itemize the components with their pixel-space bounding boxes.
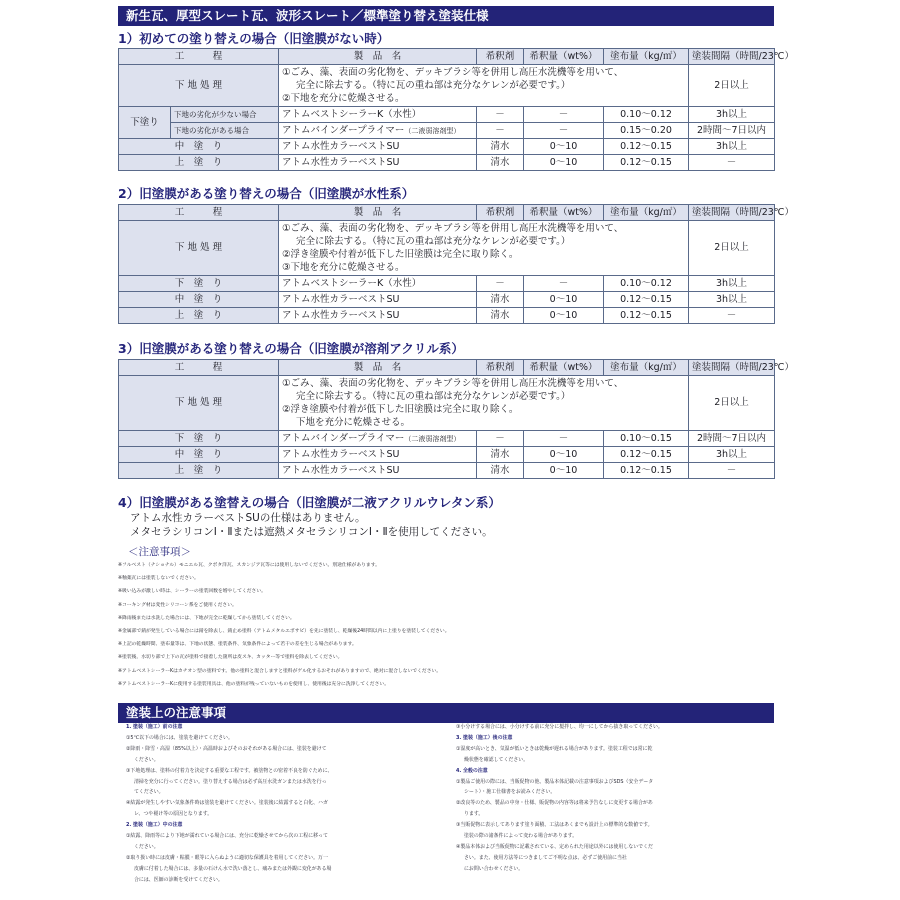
- table-row: 上 塗 り アトム水性カラーベストSU 清水 0～10 0.12～0.15 －: [119, 308, 775, 324]
- table-row: [119, 376, 775, 431]
- section2-title: 2）旧塗膜がある塗り替えの場合（旧塗膜が水性系）: [118, 186, 415, 201]
- table-row: 下地の劣化がある場合 アトムバインダープライマー（二液弱溶剤型） － － 0.15～0.20 2時間～7日以内: [119, 123, 775, 139]
- prep-interval: 2日以上: [689, 221, 775, 276]
- table-row: [119, 65, 775, 107]
- list-item: ※上記の乾燥時間、塗布量等は、下地の状態、塗装条件、気象条件によって若干の差を生じる場合があります。: [118, 642, 357, 648]
- section3-table: [118, 359, 794, 479]
- section4-line1: アトム水性カラーベストSUの仕様はありません。: [130, 512, 366, 524]
- table-row: 中 塗 り アトム水性カラーベストSU 清水 0～10 0.12～0.15 3h以上: [119, 292, 775, 308]
- prep-text: ①ごみ、藻、表面の劣化物を、デッキブラシ等を併用し高圧水洗機等を用いて、 完全に除去する。（特に瓦の重ね部は充分なケレンが必要です。） ②浮き塗膜や付着が低下した旧塗膜は完全に取り除く。 ③下地を充分に乾燥させる。: [279, 221, 689, 276]
- col-thinner: 希釈剤: [477, 360, 524, 376]
- list-item: ※釉薬瓦には塗装しないでください。: [118, 576, 199, 582]
- col-dilution: 希釈量（wt%）: [524, 49, 604, 65]
- prep-text: ①ごみ、藻、表面の劣化物を、デッキブラシ等を併用し高圧水洗機等を用いて、 完全に除去する。（特に瓦の重ね部は充分なケレンが必要です。） ②下地を充分に乾燥させる。: [279, 65, 689, 107]
- list-item: ※アトムベストシーラーKに使用する塗装用具は、他の塗料が残っていないものを使用し、使用後は充分に洗浄してください。: [118, 681, 389, 687]
- footer-heading: 3. 塗装（施工）後の注意: [456, 734, 513, 741]
- col-coverage: 塗布量（kg/㎡）: [604, 360, 689, 376]
- footer-left-column: 1. 塗装（施工）前の注意 ①5℃以下の場合には、塗装を避けてください。 ②降雨・降雪・高湿（85%以上）・高温時およびそのおそれがある場合には、塗装を避けて ください。 ③下地処理は、塗料の付着力を決定する重要な工程です。被塗物との密着不良を防ぐために、 清掃を充分に行ってください。塗り替えする場合は必ず高圧水洗ガンまたは水洗を行っ てください。 ④結露が発生しやすい気象条件時は塗装を避けてください。塗装後に結露すると白化、ハガ レ、つや褪け等の原因となります。 2. 塗装（施工）中の注意 ①結露、降雨等により下地が濡れている場合には、充分に乾燥させてから次の工程に移って ください。 ②取り扱い時には皮膚・粘膜・眼等に入らぬように適切な保護具を着用してください。万一 皮膚に付着した場合には、多量の石けん水で洗い落とし、痛みまたは外観に変化がある場 合には、医師の診断を受けてください。: [126, 722, 444, 886]
- section4-title: 4）旧塗膜がある塗替えの場合（旧塗膜が二液アクリルウレタン系）: [118, 495, 501, 510]
- col-interval: 塗装間隔（時間/23℃）: [689, 360, 775, 376]
- cautions-list: [118, 546, 774, 691]
- footer-banner: 塗装上の注意事項: [118, 703, 774, 723]
- col-koutei: 工 程: [119, 49, 279, 65]
- table-row: 上 塗 り アトム水性カラーベストSU 清水 0～10 0.12～0.15 －: [119, 155, 775, 171]
- list-item: ※塗装後、水切り部で上下の瓦が塗料で接着した箇所は皮スキ、カッター等で塗料を除去してください。: [118, 655, 343, 661]
- list-item: ※降雨後または水洗した場合には、下地が完全に乾燥してから塗装してください。: [118, 615, 295, 621]
- col-product: 製 品 名: [279, 360, 477, 376]
- undercoat-label: 下塗り: [119, 107, 171, 139]
- prep-interval: 2日以上: [689, 376, 775, 431]
- section3-title: 3）旧塗膜がある塗り替えの場合（旧塗膜が溶剤アクリル系）: [118, 341, 464, 356]
- section4-line2: メタセラシリコンⅠ・Ⅱまたは遮熱メタセラシリコンⅠ・Ⅱを使用してください。: [130, 526, 493, 538]
- footer-heading: 4. 全般の注意: [456, 767, 488, 774]
- list-item: ※アトムベストシーラーKはカチオン型の塗料です。他の塗料と混合しますと塗料がゲル化するおそれがありますので、絶対に混合しないでください。: [118, 668, 442, 674]
- col-coverage: 塗布量（kg/㎡）: [604, 49, 689, 65]
- prep-interval: 2日以上: [689, 65, 775, 107]
- cautions-heading: ＜注意事項＞: [128, 546, 191, 558]
- prep-label: 下 地 処 理: [119, 221, 279, 276]
- list-item: ※フルベスト（ナショナル）モニエル瓦、クボタ洋瓦、スカンジア瓦等には使用しないでください。別途仕様があります。: [118, 563, 380, 568]
- list-item: ※コーキング材は変性シリコーン系をご使用ください。: [118, 602, 237, 608]
- table-row: 中 塗 り アトム水性カラーベストSU 清水 0～10 0.12～0.15 3h以上: [119, 139, 775, 155]
- prep-label: 下 地 処 理: [119, 376, 279, 431]
- footer-heading: 1. 塗装（施工）前の注意: [126, 724, 183, 730]
- table-row: 中 塗 り アトム水性カラーベストSU 清水 0～10 0.12～0.15 3h以上: [119, 447, 775, 463]
- col-dilution: 希釈量（wt%）: [524, 360, 604, 376]
- table-row: 上 塗 り アトム水性カラーベストSU 清水 0～10 0.12～0.15 －: [119, 463, 775, 479]
- col-interval: 塗装間隔（時間/23℃）: [689, 205, 775, 221]
- section1-table: [118, 48, 794, 171]
- prep-label: 下 地 処 理: [119, 65, 279, 107]
- col-coverage: 塗布量（kg/㎡）: [604, 205, 689, 221]
- list-item: ※吸い込みが激しい時は、シーラーの塗装回数を増やしてください。: [118, 589, 266, 595]
- header-banner: 新生瓦、厚型スレート瓦、波形スレート／標準塗り替え塗装仕様: [118, 6, 774, 26]
- footer-heading: 2. 塗装（施工）中の注意: [126, 822, 183, 829]
- col-dilution: 希釈量（wt%）: [524, 205, 604, 221]
- section2-table: [118, 204, 794, 324]
- table-row: 下 塗 り アトムベストシーラーK（水性） － － 0.10～0.12 3h以上: [119, 276, 775, 292]
- col-koutei: 工 程: [119, 205, 279, 221]
- condition-label: 下地の劣化がある場合: [171, 123, 279, 139]
- footer-right-column: ③小分けする場合には、小分けする前に充分に撹拌し、均一にしてから抜き取ってください。 3. 塗装（施工）後の注意 ①湿度が高いとき、気温が低いときは乾燥が遅れる場合があります。塗装工程では常に乾 燥状態を確認してください。 4. 全般の注意 ①製品ご使用の際には、当販促物の他、製品本体記載の注意事項およびSDS（安全データ シート）・施工仕様書をお読みください。 ②改良等のため、製品の中身・仕様、販促物の内容等は将来予告なしに変更する場合があ ります。 ③当販促物に表示してあります塗り面積、工法はあくまでも設計上の標準的な数値です。 塗装の際の諸条件によって変わる場合があります。 ④製品本体および当販促物に記載されている、定められた用途以外には使用しないでくだ さい。また、使用方法等につきましてご不明な点は、必ずご使用前に当社 にお問い合わせください。: [456, 722, 774, 875]
- table-header-row: [119, 49, 775, 65]
- table-row: [119, 221, 775, 276]
- prep-text: ①ごみ、藻、表面の劣化物を、デッキブラシ等を併用し高圧水洗機等を用いて、 完全に除去する。（特に瓦の重ね部は充分なケレンが必要です。） ②浮き塗膜や付着が低下した旧塗膜は完全に取り除く。 下地を充分に乾燥させる。: [279, 376, 689, 431]
- table-header-row: [119, 360, 775, 376]
- list-item: ※金属部で錆が発生している場合には錆を除去し、錆止め塗料（アトムメタルエポサビ）を先に塗装し、乾燥後24時間以内に上塗りを塗装してください。: [118, 629, 450, 635]
- table-row: 下 塗 り アトムバインダープライマー（二液弱溶剤型） － － 0.10～0.15 2時間～7日以内: [119, 431, 775, 447]
- col-interval: 塗装間隔（時間/23℃）: [689, 49, 775, 65]
- col-product: 製 品 名: [279, 205, 477, 221]
- condition-label: 下地の劣化が少ない場合: [171, 107, 279, 123]
- col-thinner: 希釈剤: [477, 205, 524, 221]
- section1-title: 1）初めての塗り替えの場合（旧塗膜がない時）: [118, 31, 390, 46]
- table-header-row: [119, 205, 775, 221]
- table-row: 下塗り 下地の劣化が少ない場合 アトムベストシーラーK（水性） － － 0.10～0.12 3h以上: [119, 107, 775, 123]
- col-koutei: 工 程: [119, 360, 279, 376]
- col-thinner: 希釈剤: [477, 49, 524, 65]
- col-product: 製 品 名: [279, 49, 477, 65]
